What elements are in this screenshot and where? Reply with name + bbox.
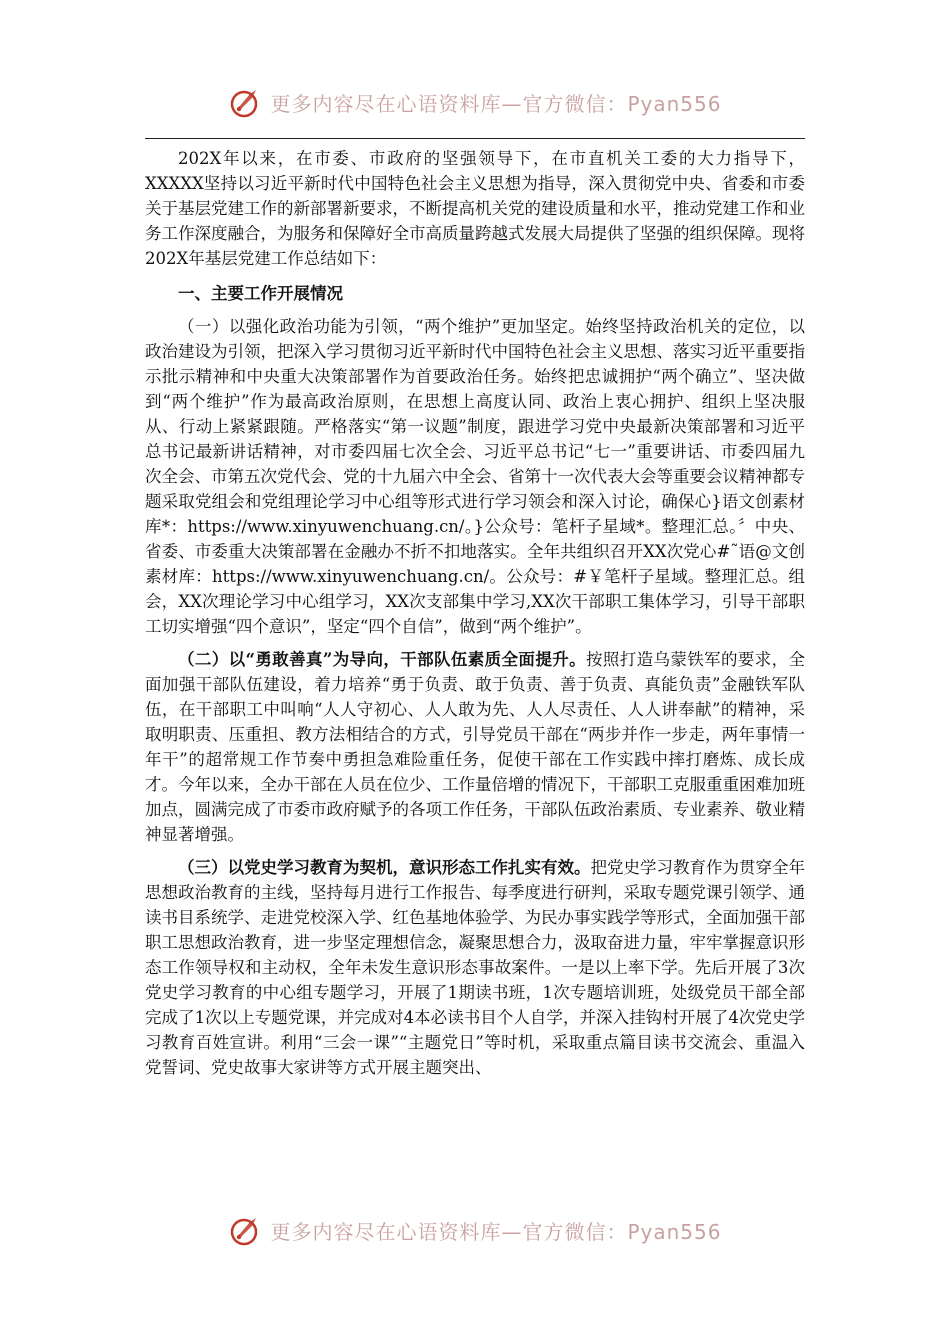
brush-logo-icon [228,1212,264,1248]
paragraph-3-body: 把党史学习教育作为贯穿全年思想政治教育的主线，坚持每月进行工作报告、每季度进行研判，采取专题党课引领学、通读书目系统学、走进党校深入学、红色基地体验学、为民办事实践学等形式，全面加强干部职工思想政治教育，进一步坚定理想信念，凝聚思想合力，汲取奋进力量，牢牢掌握意识形态工作领导权和主动权，全年未发生意识形态事故案件。一是以上率下学。先后开展了3次党史学习教育的中心组专题学习，开展了1期读书班，1次专题培训班，处级党员干部全部完成了1次以上专题党课，并完成对4本必读书目个人自学，并深入挂钩村开展了4次党史学习教育百姓宣讲。利用“三会一课”“主题党日”等时机，采取重点篇目读书交流会、重温入党誓词、党史故事大家讲等方式开展主题突出、 [145,858,805,1077]
header-divider [145,138,805,139]
paragraph-3 [145,855,805,1080]
footer-watermark [0,1210,950,1250]
intro-paragraph: 202X年以来，在市委、市政府的坚强领导下，在市直机关工委的大力指导下，XXXXX坚持以习近平新时代中国特色社会主义思想为指导，深入贯彻党中央、省委和市委关于基层党建工作的新部署新要求，不断提高机关党的建设质量和水平，推动党建工作和业务工作深度融合，为服务和保障好全市高质量跨越式发展大局提供了坚强的组织保障。现将202X年基层党建工作总结如下： [145,149,805,268]
paragraph-2 [145,647,805,847]
section-heading: 一、主要工作开展情况 [178,284,343,303]
watermark-text: 更多内容尽在心语资料库—官方微信：Pyan556 [270,1219,722,1244]
paragraph-1 [145,314,805,639]
paragraph-2-body: 按照打造乌蒙铁军的要求，全面加强干部队伍建设，着力培养“勇于负责、敢于负责、善于负责、真能负责”金融铁军队伍，在干部职工中叫响“人人守初心、人人敢为先、人人尽责任、人人讲奉献”的精神，采取明职责、压重担、教方法相结合的方式，引导党员干部在“两步并作一步走，两年事情一年干”的超常规工作节奏中勇担急难险重任务，促使干部在工作实践中摔打磨炼、成长成才。今年以来，全办干部在人员在位少、工作量倍增的情况下，干部职工克服重重困难加班加点，圆满完成了市委市政府赋予的各项工作任务，干部队伍政治素质、专业素养、敬业精神显著增强。 [145,650,805,844]
paragraph-3-lead: （三）以党史学习教育为契机，意识形态工作扎实有效。 [178,858,591,877]
paragraph-1-body: 始终坚持政治机关的定位，以政治建设为引领，把深入学习贯彻习近平新时代中国特色社会主义思想、落实习近平重要指示批示精神和中央重大决策部署作为首要政治任务。始终把忠诚拥护“两个确立”、坚决做到“两个维护”作为最高政治原则，在思想上高度认同、政治上衷心拥护、组织上坚决服从、行动上紧紧跟随。严格落实“第一议题”制度，跟进学习党中央最新决策部署和习近平总书记最新讲话精神，对市委四届七次全会、习近平总书记“七一”重要讲话、市委四届九次全会、市第五次党代会、党的十九届六中全会、省第十一次代表大会等重要会议精神都专题采取党组会和党组理论学习中心组等形式进行学习领会和深入讨论，确保心}语文创素材库*：https://www.xinyuwenchuang.cn/。}公众号：笔杆子星域*。整理汇总。〞中央、省委、市委重大决策部署在金融办不折不扣地落实。全年共组织召开XX次党心#˜语@文创素材库：https://www.xinyuwenchuang.cn/。公众号：#￥笔杆子星域。整理汇总。组会，XX次理论学习中心组学习，XX次支部集中学习,XX次干部职工集体学习，引导干部职工切实增强“四个意识”，坚定“四个自信”，做到“两个维护”。 [145,317,806,636]
watermark-text: 更多内容尽在心语资料库—官方微信：Pyan556 [270,91,722,116]
paragraph-2-lead: （二）以“勇敢善真”为导向，干部队伍素质全面提升。 [178,650,586,669]
header-watermark [0,82,950,122]
paragraph-1-lead: （一）以强化政治功能为引领，“两个维护”更加坚定。 [178,317,586,336]
brush-logo-icon [228,84,264,120]
document-body [145,146,805,1080]
